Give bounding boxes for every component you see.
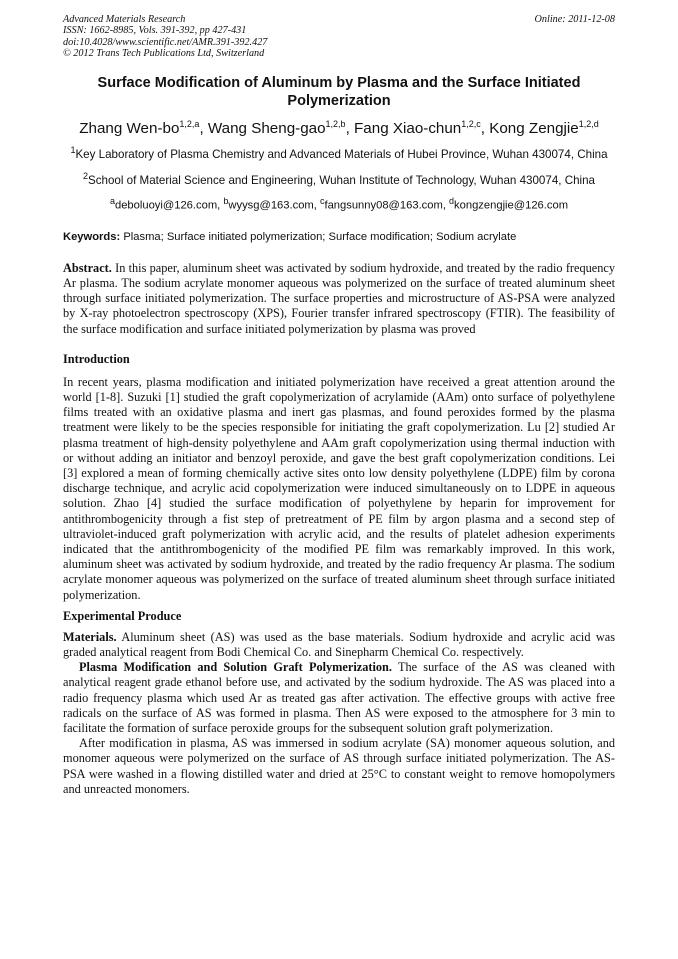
plasma-text: The surface of the AS was cleaned with analytical reagent grade ethanol before use, and activated by the sodium hydroxide. The AS was placed into a radio frequency plasma which used Ar as treated gas after activation. The effective groups with active free radicals on the surface of AS was formed in plasma. Then AS were exposed to the atmosphere for 3 min to facilitate the formation of surface peroxide groups for the subsequent solution graft polymerization. xyxy=(63,660,615,735)
author-sep: , xyxy=(480,120,490,138)
materials-paragraph xyxy=(63,630,615,660)
materials-label: Materials. xyxy=(63,629,117,644)
paper-page xyxy=(63,14,615,797)
keywords-text: Plasma; Surface initiated polymerization; Surface modification; Sodium acrylate xyxy=(123,230,517,243)
after-modification-paragraph: After modification in plasma, AS was immersed in sodium acrylate (SA) monomer aqueous solution, and monomer aqueous were polymerized on the surface of AS through surface initiated polymerization. The AS-PSA were washed in a flowing distilled water and dried at 25°C to constant weight to remove homopolymers and unreacted monomers. xyxy=(63,736,615,796)
affiliation-2 xyxy=(63,169,615,188)
email-address[interactable]: wyysg@163.com xyxy=(228,199,314,212)
email-address[interactable]: fangsunny08@163.com xyxy=(324,199,443,212)
author-name: Kong Zengjie xyxy=(489,120,579,138)
affiliation-sup: 1 xyxy=(70,145,76,156)
abstract xyxy=(63,261,615,337)
author-sup: 1,2,d xyxy=(578,119,599,130)
introduction-heading: Introduction xyxy=(63,351,130,366)
title-line-2: Polymerization xyxy=(287,93,391,110)
email-address[interactable]: deboluoyi@126.com xyxy=(114,199,218,212)
email-sup: c xyxy=(319,195,325,206)
online-date: Online: 2011-12-08 xyxy=(534,14,615,25)
journal-header xyxy=(63,14,615,59)
keywords-label: Keywords: xyxy=(63,230,121,243)
abstract-text: In this paper, aluminum sheet was activated by sodium hydroxide, and treated by the radio frequency Ar plasma. The sodium acrylate monomer aqueous was polymerized on the surface of treated aluminum sheet through surface initiated polymerization. The surface properties and microstructure of AS-PSA were analyzed by X-ray photoelectron spectroscopy (XPS), Fourier transfer infrared spectroscopy (FTIR). The feasibility of the surface modification and surface initiated polymerization by plasma was proved xyxy=(63,260,615,336)
email-sup: d xyxy=(449,195,455,206)
author-name: Zhang Wen-bo xyxy=(79,120,180,138)
author-name: Wang Sheng-gao xyxy=(207,120,326,138)
journal-name: Advanced Materials Research xyxy=(63,14,186,25)
email-list: $^a$deboluoyi@126.com, $^b$wyysg@163.com, $^c$fangsunny08@163.com, $^d$kongzengjie@126.com xyxy=(109,195,569,212)
author-list xyxy=(63,114,615,139)
email-address[interactable]: kongzengjie@126.com xyxy=(454,199,569,212)
author-sup: 1,2,b xyxy=(325,119,346,130)
title-line-1: Surface Modification of Aluminum by Plasma and the Surface Initiated xyxy=(97,75,581,92)
materials-text: Aluminum sheet (AS) was used as the base materials. Sodium hydroxide and acrylic acid was graded analytical reagent from Bodi Chemical Co. and Sinepharm Chemical Co. respectively. xyxy=(63,629,615,659)
author-sup: 1,2,a xyxy=(179,119,200,130)
email-sup: b xyxy=(223,195,229,206)
plasma-paragraph xyxy=(63,660,615,736)
affiliation-text: School of Material Science and Engineering, Wuhan Institute of Technology, Wuhan 430074, China xyxy=(87,173,596,187)
abstract-label: Abstract. xyxy=(63,260,112,275)
email-sup: a xyxy=(109,195,115,206)
affiliation-text: Key Laboratory of Plasma Chemistry and Advanced Materials of Hubei Province, Wuhan 430074, China xyxy=(75,148,608,162)
journal-copyright: © 2012 Trans Tech Publications Ltd, Switzerland xyxy=(63,47,265,59)
experimental-heading: Experimental Produce xyxy=(63,608,182,623)
affiliation-1 xyxy=(63,143,615,162)
author-name: Fang Xiao-chun xyxy=(354,120,462,138)
introduction-text: In recent years, plasma modification and initiated polymerization have received a great attention around the world [1-8]. Suzuki [1] studied the graft copolymerization of acrylamide (AAm) onto surface of polyethylene films treated with an oxidative plasma and inert gas plasmas, and found peroxides formed by the plasma treatment were likely to be the species responsible for initiating the graft copolymerization. Lu [2] studied Ar plasma treatment of high-density polyethylene and AAm graft copolymerization using thermal induction with or without adding an initiator and benzoyl peroxide, and gave the best graft copolymerization conditions. Lei [3] explored a mean of forming chemically active sites onto low density polyethylene (LDPE) film by corona discharge technique, and acrylic acid copolymerization were induced simultaneously on to LDPE in aqueous solution. Zhao [4] studied the surface modification of polyethylene by heparin for improvement for antithrombogenicity through a fist step of pretreatment of PE film by argon plasma and a second step of ultraviolet-induced graft polymerization with acrylic acid, and the results of platelet adhesion experiments indicated that the antithrombogenicity of the modified PE film was remarkably improved. In this work, aluminum sheet was activated by sodium hydroxide, and treated by the radio frequency Ar plasma. The sodium acrylate monomer aqueous was polymerized on the surface of treated aluminum sheet through surface initiated polymerization. xyxy=(63,374,615,602)
keywords xyxy=(63,230,615,245)
author-sep: , xyxy=(345,120,355,138)
journal-issn: ISSN: 1662-8985, Vols. 391-392, pp 427-431 xyxy=(63,25,247,37)
affiliation-sup: 2 xyxy=(82,170,88,181)
paper-title xyxy=(63,74,615,110)
plasma-label: Plasma Modification and Solution Graft Polymerization. xyxy=(79,660,392,675)
author-sup: 1,2,c xyxy=(461,119,481,130)
author-sep: , xyxy=(199,120,208,138)
journal-doi: doi:10.4028/www.scientific.net/AMR.391-392.427 xyxy=(63,36,268,48)
